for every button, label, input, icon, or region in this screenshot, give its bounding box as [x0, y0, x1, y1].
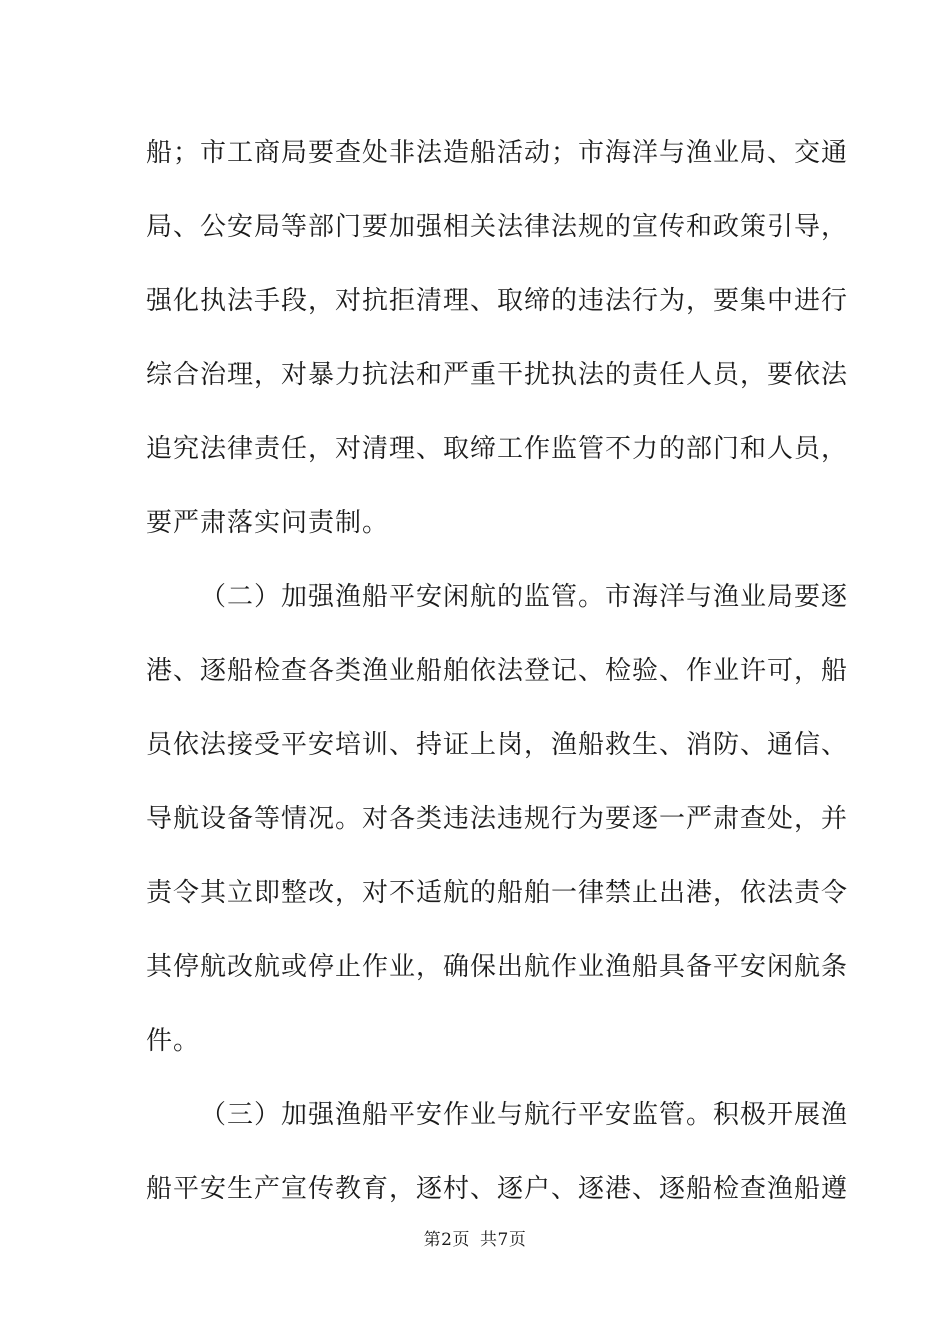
text-line: 船平安生产宣传教育，逐村、逐户、逐港、逐船检查渔船遵	[146, 1174, 849, 1204]
text-line: 局、公安局等部门要加强相关法律法规的宣传和政策引导，	[146, 212, 849, 242]
paragraph-start-line: （二）加强渔船平安闲航的监管。市海洋与渔业局要逐	[200, 582, 849, 612]
text-line: 追究法律责任，对清理、取缔工作监管不力的部门和人员，	[146, 434, 849, 464]
text-line: 船；市工商局要查处非法造船活动；市海洋与渔业局、交通	[146, 138, 849, 168]
text-line: 港、逐船检查各类渔业船舶依法登记、检验、作业许可，船	[146, 656, 849, 686]
text-line: 其停航改航或停止作业，确保出航作业渔船具备平安闲航条	[146, 952, 849, 982]
text-line: 件。	[146, 1026, 201, 1056]
text-line: 导航设备等情况。对各类违法违规行为要逐一严肃查处，并	[146, 804, 849, 834]
text-line: 员依法接受平安培训、持证上岗，渔船救生、消防、通信、	[146, 730, 849, 760]
text-line: 责令其立即整改，对不适航的船舶一律禁止出港，依法责令	[146, 878, 849, 908]
page-total: 共7页	[480, 1230, 527, 1250]
page-footer	[0, 1228, 950, 1252]
text-line: 综合治理，对暴力抗法和严重干扰执法的责任人员，要依法	[146, 360, 849, 390]
page-number: 第2页	[423, 1230, 470, 1250]
paragraph-start-line: （三）加强渔船平安作业与航行平安监管。积极开展渔	[200, 1100, 849, 1130]
text-line: 强化执法手段，对抗拒清理、取缔的违法行为，要集中进行	[146, 286, 849, 316]
text-line: 要严肃落实问责制。	[146, 508, 390, 538]
